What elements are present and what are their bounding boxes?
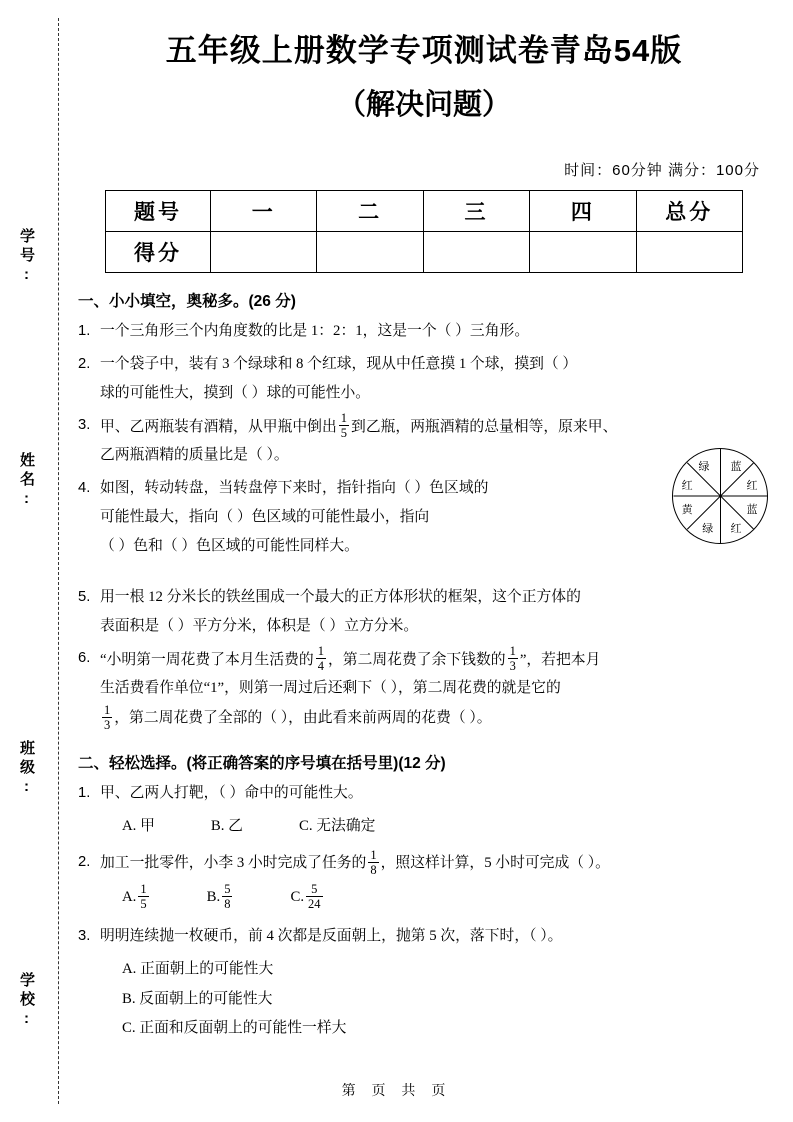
question-text: （ ）色和（ ）色区域的可能性同样大。 (100, 537, 359, 554)
question-text: 甲、乙两瓶装有酒精，从甲瓶中倒出 $\frac{1}{5}$ 到乙瓶，两瓶酒精的总量相等，原来甲、 (100, 411, 618, 441)
score-answer-cell[interactable] (530, 231, 636, 272)
field-student-id: 学号: (18, 228, 35, 287)
wheel-label: 蓝 (730, 460, 742, 473)
wheel-label: 红 (730, 522, 742, 535)
question-number: 2. (78, 355, 91, 372)
score-cell: 总分 (636, 190, 742, 231)
question-number: 6. (78, 650, 91, 667)
question-1-5 (74, 583, 774, 641)
question-1-3 (74, 411, 774, 470)
wheel-label: 绿 (698, 460, 710, 473)
question-text: $\frac{1}{3}$ ，第二周花费了全部的（ ），由此看来前两周的花费（ ）。 (104, 703, 492, 733)
options-2-3 (74, 955, 774, 1044)
page-footer: 第 页 共 页 (341, 1082, 452, 1098)
option-b[interactable]: B. $\frac{5}{8}$ (206, 881, 231, 911)
table-row (106, 231, 743, 272)
fraction-one-eighth: $\frac{1}{8}$ (370, 847, 377, 877)
exam-meta: 时间：60分钟 满分：100分 (564, 161, 760, 179)
question-number: 1. (78, 785, 91, 802)
question-1-2 (74, 350, 774, 408)
field-class: 班级: (18, 740, 35, 799)
wheel-label: 黄 (681, 504, 693, 517)
question-number: 2. (78, 853, 91, 870)
score-cell: 题号 (106, 190, 211, 231)
score-answer-cell[interactable] (317, 231, 423, 272)
question-number: 1. (78, 322, 91, 339)
spinner-wheel-diagram (672, 448, 768, 544)
question-text: 明明连续抛一枚硬币，前 4 次都是反面朝上，抛第 5 次，落下时，（ ）。 (100, 928, 563, 945)
left-margin-strip (0, 0, 62, 1122)
score-answer-cell[interactable] (636, 231, 742, 272)
option-c[interactable]: C. 正面和反面朝上的可能性一样大 (122, 1020, 347, 1037)
wheel-label: 绿 (702, 522, 714, 535)
question-text: 生活费看作单位“1”，则第一周过后还剩下（ ），第二周花费的就是它的 (100, 680, 561, 697)
field-school: 学校: (18, 972, 35, 1031)
score-cell: 一 (211, 190, 317, 231)
question-text: 乙两瓶酒精的质量比是（ ）。 (100, 447, 289, 464)
option-a[interactable]: A. 正面朝上的可能性大 (122, 961, 274, 978)
options-2-1 (74, 812, 774, 842)
fraction-five-twentyfourths: $\frac{5}{24}$ (308, 881, 321, 911)
question-text: “小明第一周花费了本月生活费的 $\frac{1}{4}$ ，第二周花费了余下钱数的 $\frac{1}{3}$ ”，若把本月 (100, 644, 601, 674)
question-text: 用一根 12 分米长的铁丝围成一个最大的正方体形状的框架，这个正方体的 (100, 588, 581, 605)
exam-content (74, 0, 774, 1122)
question-text: 甲、乙两人打靶，（ ）命中的可能性大。 (100, 785, 363, 802)
wheel-label: 红 (681, 479, 693, 492)
score-cell: 得分 (106, 231, 211, 272)
table-row (106, 190, 743, 231)
score-answer-cell[interactable] (211, 231, 317, 272)
question-number: 5. (78, 588, 91, 605)
section-1-heading: 一、小小填空，奥秘多。(26 分) (78, 292, 296, 310)
fraction-one-fourth: $\frac{1}{4}$ (317, 644, 324, 674)
score-cell: 二 (317, 190, 423, 231)
question-2-1 (74, 779, 774, 808)
options-2-2 (74, 882, 774, 913)
field-name: 姓名: (18, 452, 35, 511)
wheel-label: 蓝 (746, 504, 758, 517)
question-1-6 (74, 644, 774, 733)
question-number: 4. (78, 480, 91, 497)
option-a[interactable]: A. 甲 (122, 818, 155, 835)
score-table (105, 190, 743, 273)
score-cell: 三 (423, 190, 529, 231)
section-2-heading: 二、轻松选择。(将正确答案的序号填在括号里)(12 分) (78, 755, 446, 773)
option-b[interactable]: B. 反面朝上的可能性大 (122, 990, 273, 1007)
question-text: 一个三角形三个内角度数的比是 1：2：1，这是一个（ ）三角形。 (100, 322, 530, 339)
fraction-one-fifth: $\frac{1}{5}$ (140, 881, 147, 911)
dashed-fold-line (58, 18, 59, 1104)
question-2-3 (74, 922, 774, 951)
fraction-one-third: $\frac{1}{3}$ (509, 644, 516, 674)
question-1-1 (74, 317, 774, 346)
question-number: 3. (78, 928, 91, 945)
fraction-five-eighths: $\frac{5}{8}$ (224, 881, 231, 911)
score-cell: 四 (530, 190, 636, 231)
option-a[interactable]: A. $\frac{1}{5}$ (122, 881, 147, 911)
page-title: 五年级上册数学专项测试卷青岛54版 (165, 33, 683, 68)
fraction-one-third: $\frac{1}{3}$ (104, 703, 111, 733)
question-1-4 (74, 474, 774, 561)
option-c[interactable]: C. 无法确定 (298, 818, 376, 835)
option-c[interactable]: C. $\frac{5}{24}$ (290, 881, 321, 911)
question-text: 如图，转动转盘，当转盘停下来时，指针指向（ ）色区域的 (100, 480, 489, 497)
score-answer-cell[interactable] (423, 231, 529, 272)
question-2-2 (74, 848, 774, 878)
option-b[interactable]: B. 乙 (210, 818, 243, 835)
question-text: 表面积是（ ）平方分米，体积是（ ）立方分米。 (100, 617, 419, 634)
fraction-one-fifth: $\frac{1}{5}$ (340, 411, 348, 441)
question-text: 加工一批零件，小李 3 小时完成了任务的 $\frac{1}{8}$ ，照这样计算，5 小时可完成（ ）。 (100, 847, 610, 877)
page-subtitle: （解决问题） (336, 88, 511, 121)
question-text: 球的可能性大，摸到（ ）球的可能性小。 (100, 384, 371, 401)
question-text: 一个袋子中，装有 3 个绿球和 8 个红球，现从中任意摸 1 个球，摸到（ ） (100, 355, 578, 372)
question-text: 可能性最大，指向（ ）色区域的可能性最小，指向 (100, 509, 430, 526)
wheel-label: 红 (746, 479, 758, 492)
question-number: 3. (78, 417, 91, 434)
